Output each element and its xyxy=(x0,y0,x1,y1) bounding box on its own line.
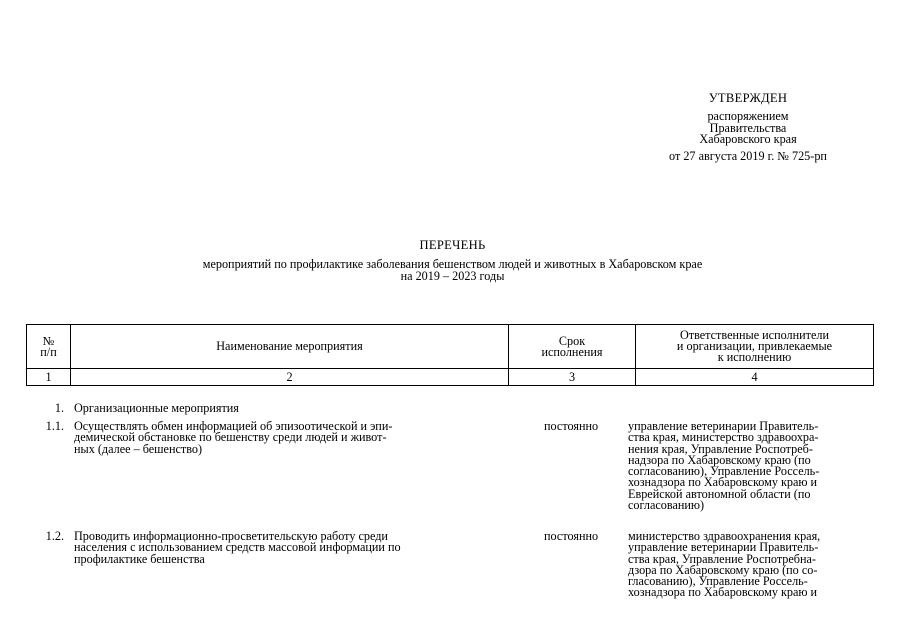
table-row xyxy=(26,531,873,599)
header-row xyxy=(27,325,874,369)
approval-date: от 27 августа 2019 г. № 725-рп xyxy=(669,149,827,164)
row-number: 1.1. xyxy=(45,419,64,433)
column-number: 2 xyxy=(71,369,509,386)
header-term xyxy=(509,325,636,369)
row-number: 1. xyxy=(54,401,64,415)
table-row xyxy=(26,421,873,511)
row-name-line: Организационные мероприятия xyxy=(74,401,239,415)
header-resp xyxy=(636,325,874,369)
row-resp-line: управление ветеринарии Правитель- xyxy=(628,540,819,555)
row-name-line: Проводить информационно-просветительскую работу среди xyxy=(74,529,388,543)
row-resp-line: дзора по Хабаровскому краю (по со- xyxy=(628,562,818,577)
row-number: 1.2. xyxy=(45,529,64,543)
approval-line: распоряжением xyxy=(707,109,789,124)
header-name: Наименование мероприятия xyxy=(71,325,509,369)
header-resp-line: Ответственные исполнители xyxy=(679,328,830,342)
header-resp-line: и организации, привлекаемые xyxy=(676,339,833,353)
header-term-line: Срок xyxy=(558,333,586,348)
header-resp-line: к исполнению xyxy=(717,350,792,364)
column-number: 4 xyxy=(636,369,874,386)
row-name-line: профилактике бешенства xyxy=(74,551,205,566)
row-name-line: демической обстановке по бешенству среди людей и живот- xyxy=(74,430,387,445)
row-term xyxy=(508,403,618,414)
header-term-line: исполнения xyxy=(541,344,603,359)
row-name xyxy=(70,421,508,511)
approval-line: Хабаровского края xyxy=(699,131,797,146)
row-name-line: Осуществлять обмен информацией об эпизоотической и эпи- xyxy=(74,419,393,433)
column-number: 3 xyxy=(509,369,636,386)
approval-line: Правительства xyxy=(709,120,787,135)
row-term: постоянно xyxy=(544,419,599,433)
table-row xyxy=(26,403,873,414)
header-num-line: № xyxy=(42,333,55,348)
table-header xyxy=(26,324,874,386)
document-subtitle-line: на 2019 – 2023 годы xyxy=(400,268,505,283)
approval-block xyxy=(628,93,868,162)
row-name xyxy=(70,531,508,599)
row-resp-line: министерство здравоохранения края, xyxy=(628,529,821,543)
row-resp-line: согласованию), Управление Россель- xyxy=(628,464,820,479)
document-subtitle-line: мероприятий по профилактике заболевания бешенством людей и животных в Хабаровском крае xyxy=(202,257,703,272)
row-term: постоянно xyxy=(544,529,599,543)
column-number: 1 xyxy=(27,369,71,386)
row-resp-line: хознадзора по Хабаровскому краю и xyxy=(628,475,818,490)
row-resp-line: согласованию) xyxy=(628,498,705,513)
row-resp-line: нения края, Управление Роспотреб- xyxy=(628,441,813,456)
row-name-line: населения с использованием средств массовой информации по xyxy=(74,540,401,555)
column-number-row xyxy=(27,369,874,386)
row-resp-line: ства края, министерство здравоохра- xyxy=(628,430,819,445)
row-name xyxy=(70,403,508,414)
row-resp-line: гласованию), Управление Россель- xyxy=(628,574,808,589)
header-num xyxy=(27,325,71,369)
document-title-block xyxy=(100,240,805,282)
row-resp-line: надзора по Хабаровскому краю (по xyxy=(628,452,811,467)
row-resp xyxy=(618,403,873,414)
row-resp xyxy=(618,531,873,599)
row-resp-line: ства края, Управление Роспотребна- xyxy=(628,551,816,566)
row-resp xyxy=(618,421,873,511)
row-resp-line: Еврейской автономной области (по xyxy=(628,486,811,501)
header-num-line: п/п xyxy=(40,344,57,359)
row-resp-line: хознадзора по Хабаровскому краю и xyxy=(628,585,818,600)
row-resp-line: управление ветеринарии Правитель- xyxy=(628,419,819,433)
approval-heading: УТВЕРЖДЕН xyxy=(708,91,788,105)
row-name-line: ных (далее – бешенство) xyxy=(74,441,203,456)
document-title: ПЕРЕЧЕНЬ xyxy=(419,238,486,252)
